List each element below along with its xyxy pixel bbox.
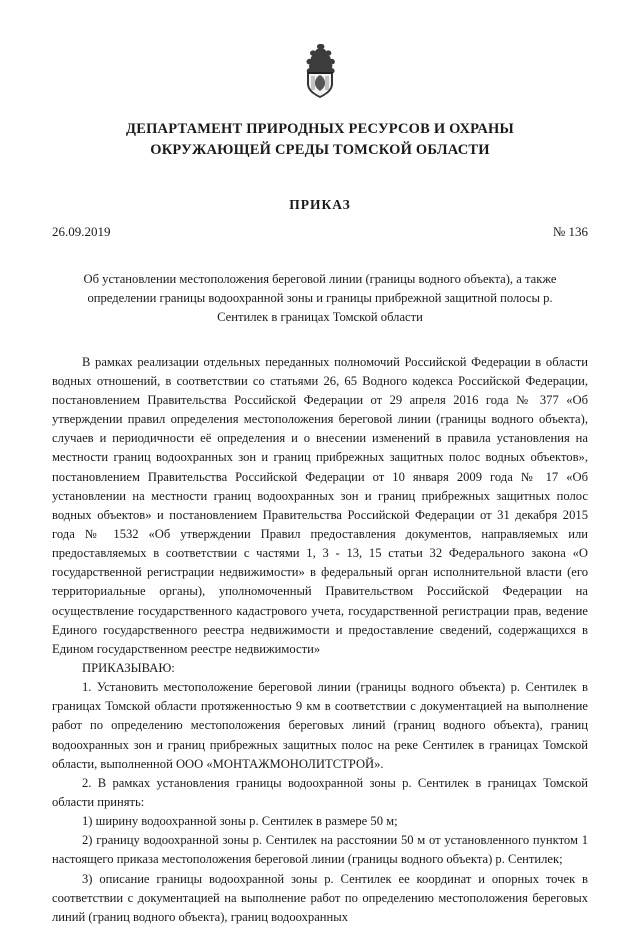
organization-title-line-2: ОКРУЖАЮЩЕЙ СРЕДЫ ТОМСКОЙ ОБЛАСТИ <box>150 142 490 159</box>
body-paragraph: 1) ширину водоохранной зоны р. Сентилек в размере 50 м; <box>82 814 398 829</box>
organization-title-line-1: ДЕПАРТАМЕНТ ПРИРОДНЫХ РЕСУРСОВ И ОХРАНЫ <box>126 121 514 137</box>
body-paragraph: 3) описание границы водоохранной зоны р. Сентилек ее координат и опорных точек в соответствии с документацией на выполнение работ по определению местоположения береговых линий (границ водного объекта), границ водоохранных <box>52 871 588 924</box>
body-paragraph: 2) границу водоохранной зоны р. Сентилек на расстоянии 50 м от установленного пунктом 1 настоящего приказа местоположения береговой линии (границы водного объекта) р. Сентилек; <box>52 833 588 867</box>
body-paragraph: ПРИКАЗЫВАЮ: <box>82 660 175 675</box>
document-meta <box>52 224 588 240</box>
emblem-container <box>52 42 588 105</box>
organization-title <box>70 119 570 161</box>
document-body <box>52 353 588 927</box>
document-type: ПРИКАЗ <box>289 197 351 213</box>
body-paragraph: В рамках реализации отдельных переданных полномочий Российской Федерации в области водных отношений, в соответствии со статьями 26, 65 Водного кодекса Российской Федерации, постановлением Правительства Российской Федерации от 29 апреля 2016 года № 377 «Об утверждении правил определения местоположения береговой линии (границы водного объекта), случаев и периодичности её определения и о внесении изменений в правила установления на местности границ водоохранных зон и границ прибрежных защитных полос водных объектов», постановлением Правительства Российской Федерации от 10 января 2009 года № 17 «Об установлении на местности границ водоохранных зон и границ прибрежных защитных полос водных объектов» и постановлением Правительства Российской Федерации от 31 декабря 2015 года № 1532 «Об утверждении Правил предоставления документов, направляемых или предоставляемых в соответствии с частями 1, 3 - 13, 15 статьи 32 Федерального закона «О государственной регистрации недвижимости» в федеральный орган исполнительной власти (его территориальные органы), уполномоченный Правительством Российской Федерации на осуществление государственного кадастрового учета, государственной регистрации прав, ведение Единого государственного реестра недвижимости и предоставление сведений, содержащихся в Едином государственном реестре недвижимости» <box>52 354 588 656</box>
coat-of-arms-icon <box>297 42 343 100</box>
body-paragraph: 1. Установить местоположение береговой линии (границы водного объекта) р. Сентилек в границах Томской области протяженностью 9 км в соответствии с документацией на выполнение работ по определению местоположения береговых линий (границ водного объекта), границ водоохранных зон и границ прибрежных защитных полос на реке Сентилек в границах Томской области, выполненной ООО «МОНТАЖМОНОЛИТСТРОЙ». <box>52 680 588 771</box>
document-subject: Об установлении местоположения береговой линии (границы водного объекта), а также определении границы водоохранной зоны и границы прибрежной защитной полосы р. Сентилек в границах Томской области <box>83 272 557 324</box>
document-date: 26.09.2019 <box>52 224 111 240</box>
body-paragraph: 2. В рамках установления границы водоохранной зоны р. Сентилек в границах Томской области принять: <box>52 775 588 809</box>
document-number: № 136 <box>552 224 588 240</box>
